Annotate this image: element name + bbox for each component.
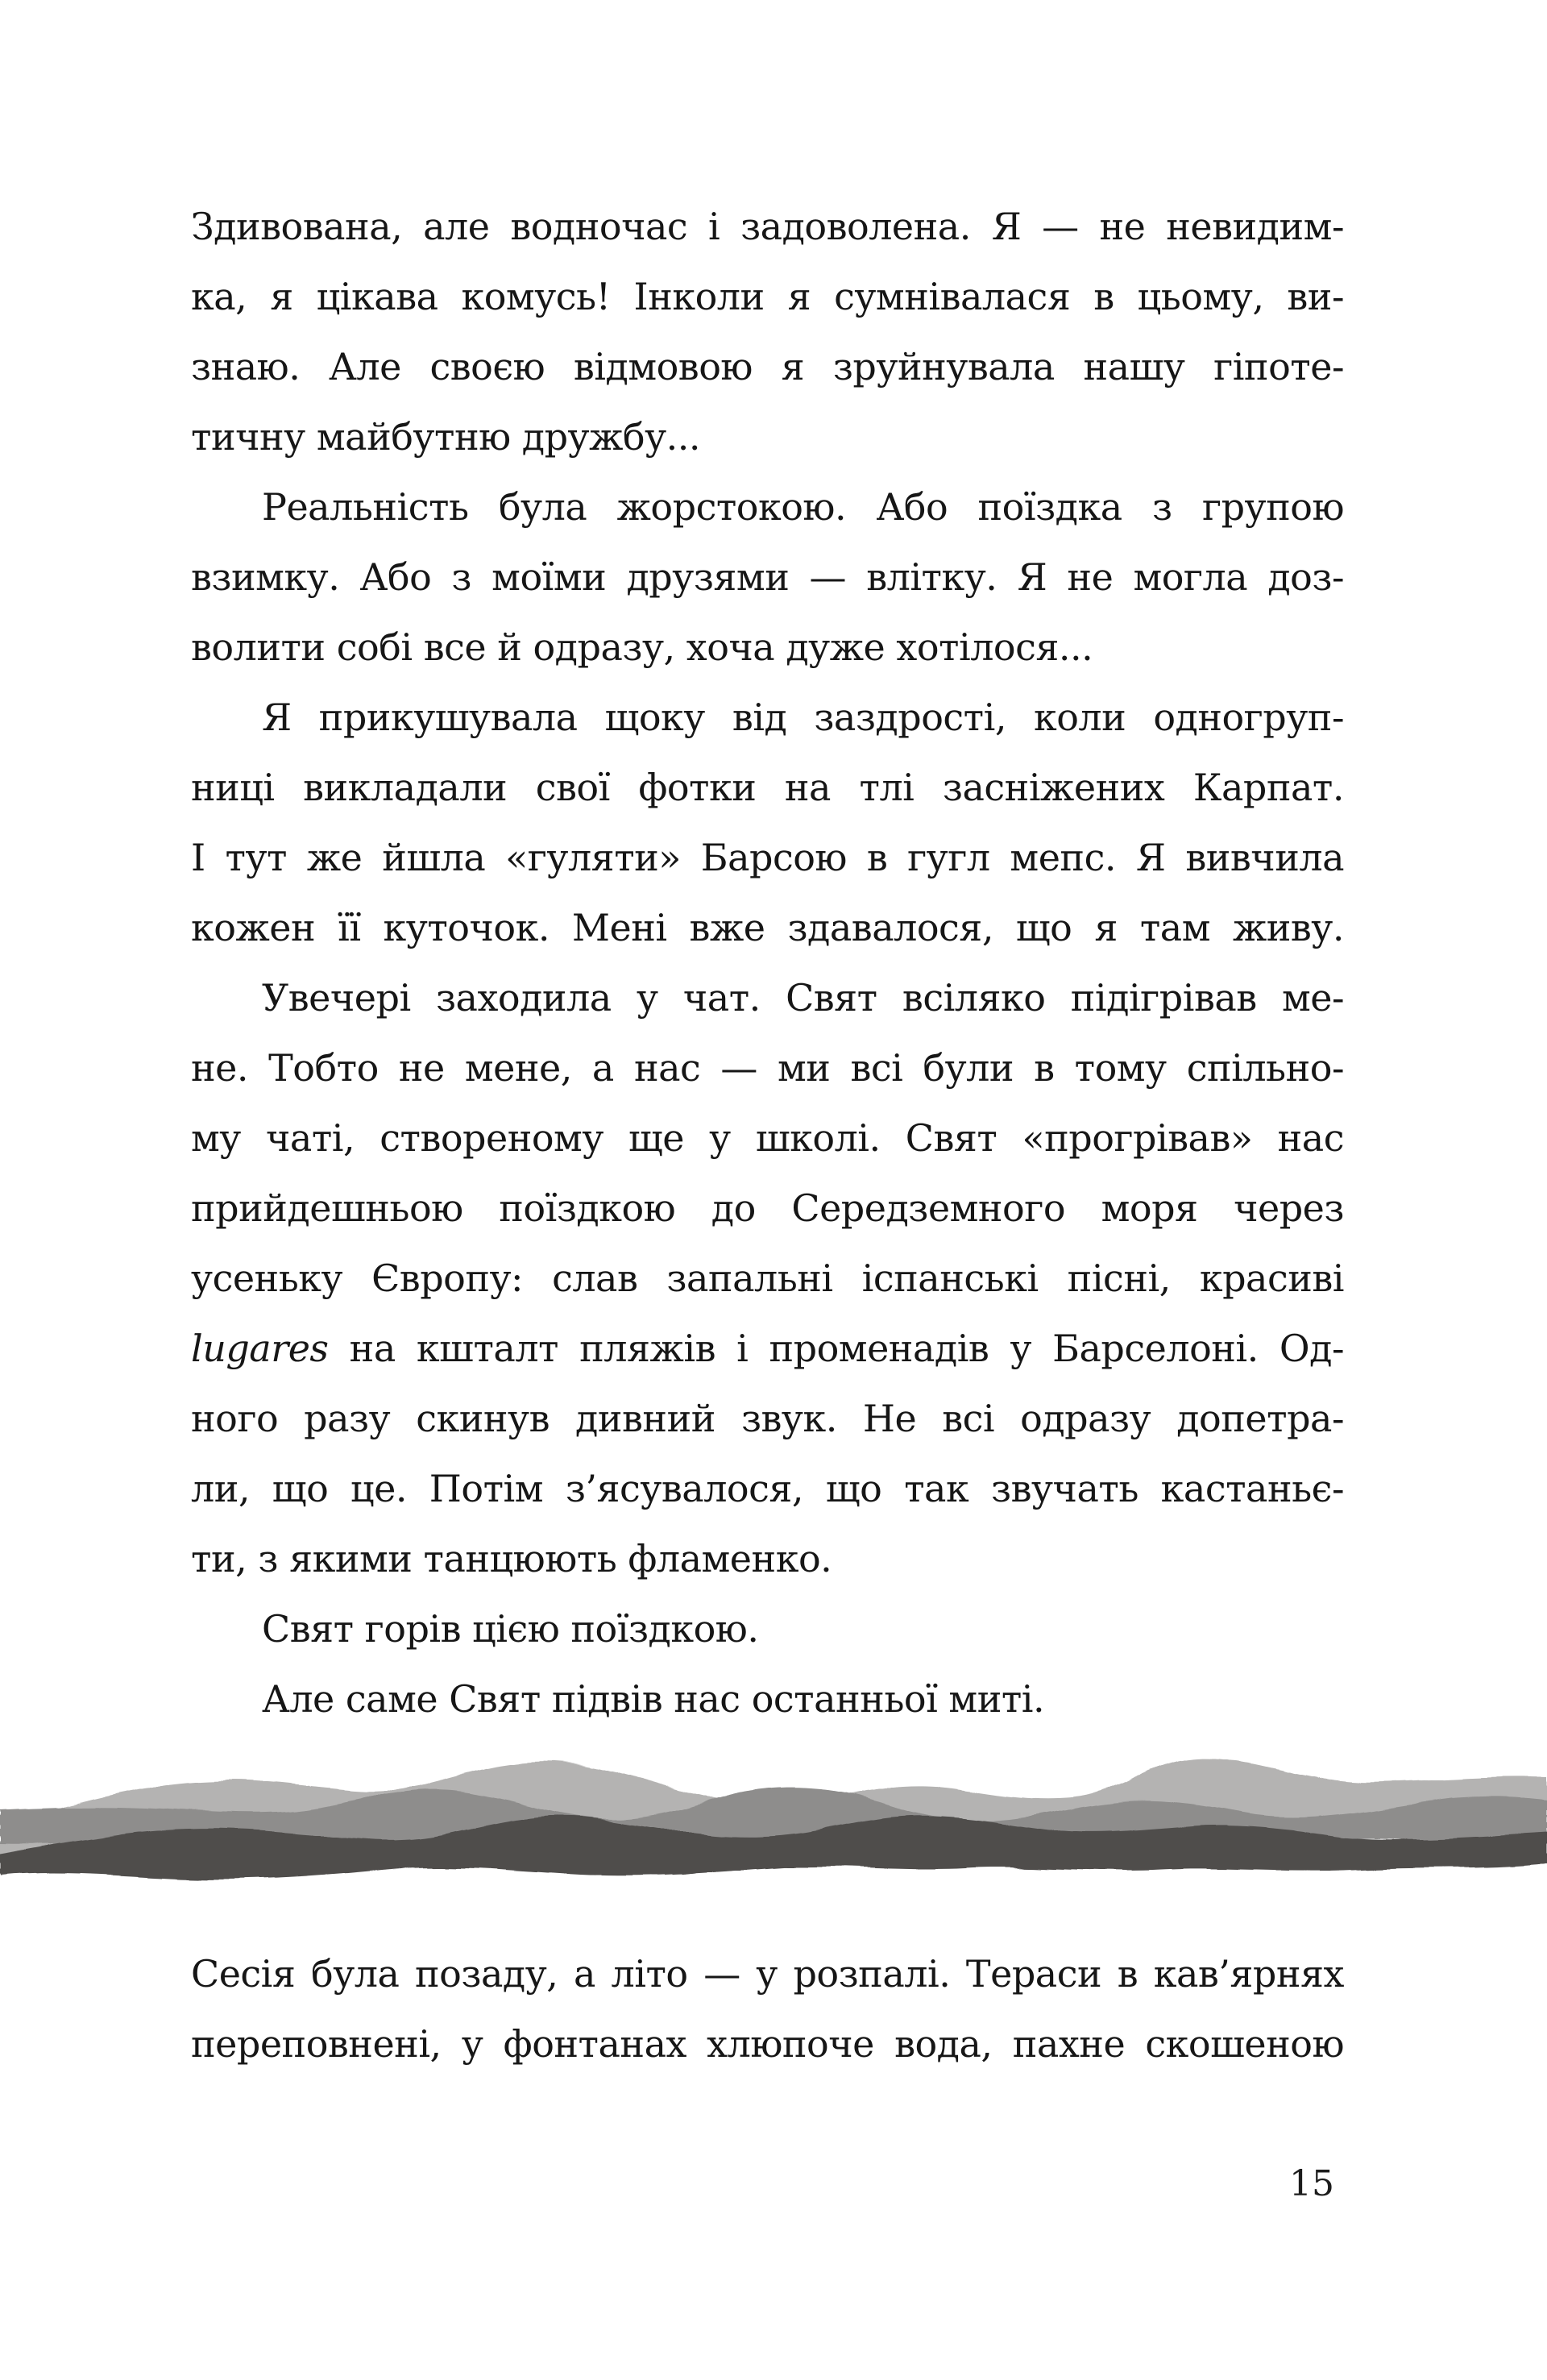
- text-segment: усеньку Європу: слав запальні іспанські пісні, красиві: [191, 1256, 1344, 1300]
- text-line: [191, 1033, 1344, 1103]
- text-segment: кожен її куточок. Мені вже здавалося, що я там живу.: [191, 906, 1344, 949]
- text-line: [191, 1524, 1344, 1594]
- text-line: [191, 1939, 1344, 2009]
- text-line: [191, 2009, 1344, 2079]
- text-line: [191, 1454, 1344, 1524]
- text-segment: ка, я цікава комусь! Інколи я сумнівалася в цьому, ви-: [191, 275, 1344, 318]
- text-segment: І тут же йшла «гуляти» Барсою в гугл мепс. Я вивчила: [191, 836, 1344, 879]
- text-line: [191, 1664, 1344, 1734]
- text-segment: Реальність була жорстокою. Або поїздка з групою: [262, 485, 1344, 529]
- text-segment: ного разу скинув дивний звук. Не всі одразу допетра-: [191, 1397, 1344, 1440]
- text-segment: ниці викладали свої фотки на тлі засніжених Карпат.: [191, 766, 1344, 809]
- section-text-block: [191, 1939, 1344, 2079]
- text-line: [191, 1103, 1344, 1173]
- text-segment: Сесія була позаду, а літо — у розпалі. Тераси в кав’ярнях: [191, 1952, 1344, 1996]
- text-line: [191, 472, 1344, 542]
- text-line: [191, 332, 1344, 402]
- text-line: [191, 893, 1344, 963]
- text-segment: Свят горів цією поїздкою.: [262, 1607, 759, 1651]
- text-segment: переповнені, у фонтанах хлюпоче вода, пахне скошеною: [191, 2022, 1344, 2066]
- text-line: [191, 1314, 1344, 1384]
- text-segment: ти, з якими танцюють фламенко.: [191, 1537, 832, 1580]
- text-line: [191, 613, 1344, 683]
- page-number: 15: [1289, 2163, 1334, 2204]
- text-segment: взимку. Або з моїми друзями — влітку. Я не могла доз-: [191, 555, 1344, 599]
- text-line: [191, 192, 1344, 262]
- text-segment: му чаті, створеному ще у школі. Свят «прогрівав» нас: [191, 1116, 1344, 1160]
- text-segment: Але саме Свят підвів нас останньої миті.: [262, 1677, 1045, 1721]
- text-segment: не. Тобто не мене, а нас — ми всі були в тому спільно-: [191, 1046, 1344, 1090]
- text-segment: тичну майбутню дружбу...: [191, 415, 701, 459]
- italic-word: lugares: [191, 1327, 329, 1370]
- text-line: [191, 1173, 1344, 1244]
- text-segment: Я прикушувала щоку від заздрості, коли одногруп-: [262, 696, 1344, 739]
- text-segment: волити собі все й одразу, хоча дуже хотілося...: [191, 625, 1093, 669]
- text-segment: знаю. Але своєю відмовою я зруйнувала нашу гіпоте-: [191, 345, 1344, 388]
- text-line: [191, 1594, 1344, 1664]
- text-segment: Увечері заходила у чат. Свят всіляко підігрівав ме-: [262, 976, 1344, 1020]
- text-line: [191, 683, 1344, 753]
- text-segment: ли, що це. Потім з’ясувалося, що так звучать кастаньє-: [191, 1467, 1344, 1510]
- text-segment: прийдешньою поїздкою до Середземного моря через: [191, 1186, 1344, 1230]
- text-line: [191, 753, 1344, 823]
- wave-divider-illustration: [0, 1749, 1547, 1890]
- text-line: [191, 1244, 1344, 1314]
- text-segment: на кшталт пляжів і променадів у Барселоні. Од-: [328, 1327, 1344, 1370]
- text-line: [191, 542, 1344, 613]
- text-segment: Здивована, але водночас і задоволена. Я — не невидим-: [191, 205, 1344, 248]
- text-line: [191, 262, 1344, 332]
- text-line: [191, 963, 1344, 1033]
- body-text-block: [191, 192, 1344, 1734]
- text-line: [191, 1384, 1344, 1454]
- text-line: [191, 402, 1344, 472]
- text-line: [191, 823, 1344, 893]
